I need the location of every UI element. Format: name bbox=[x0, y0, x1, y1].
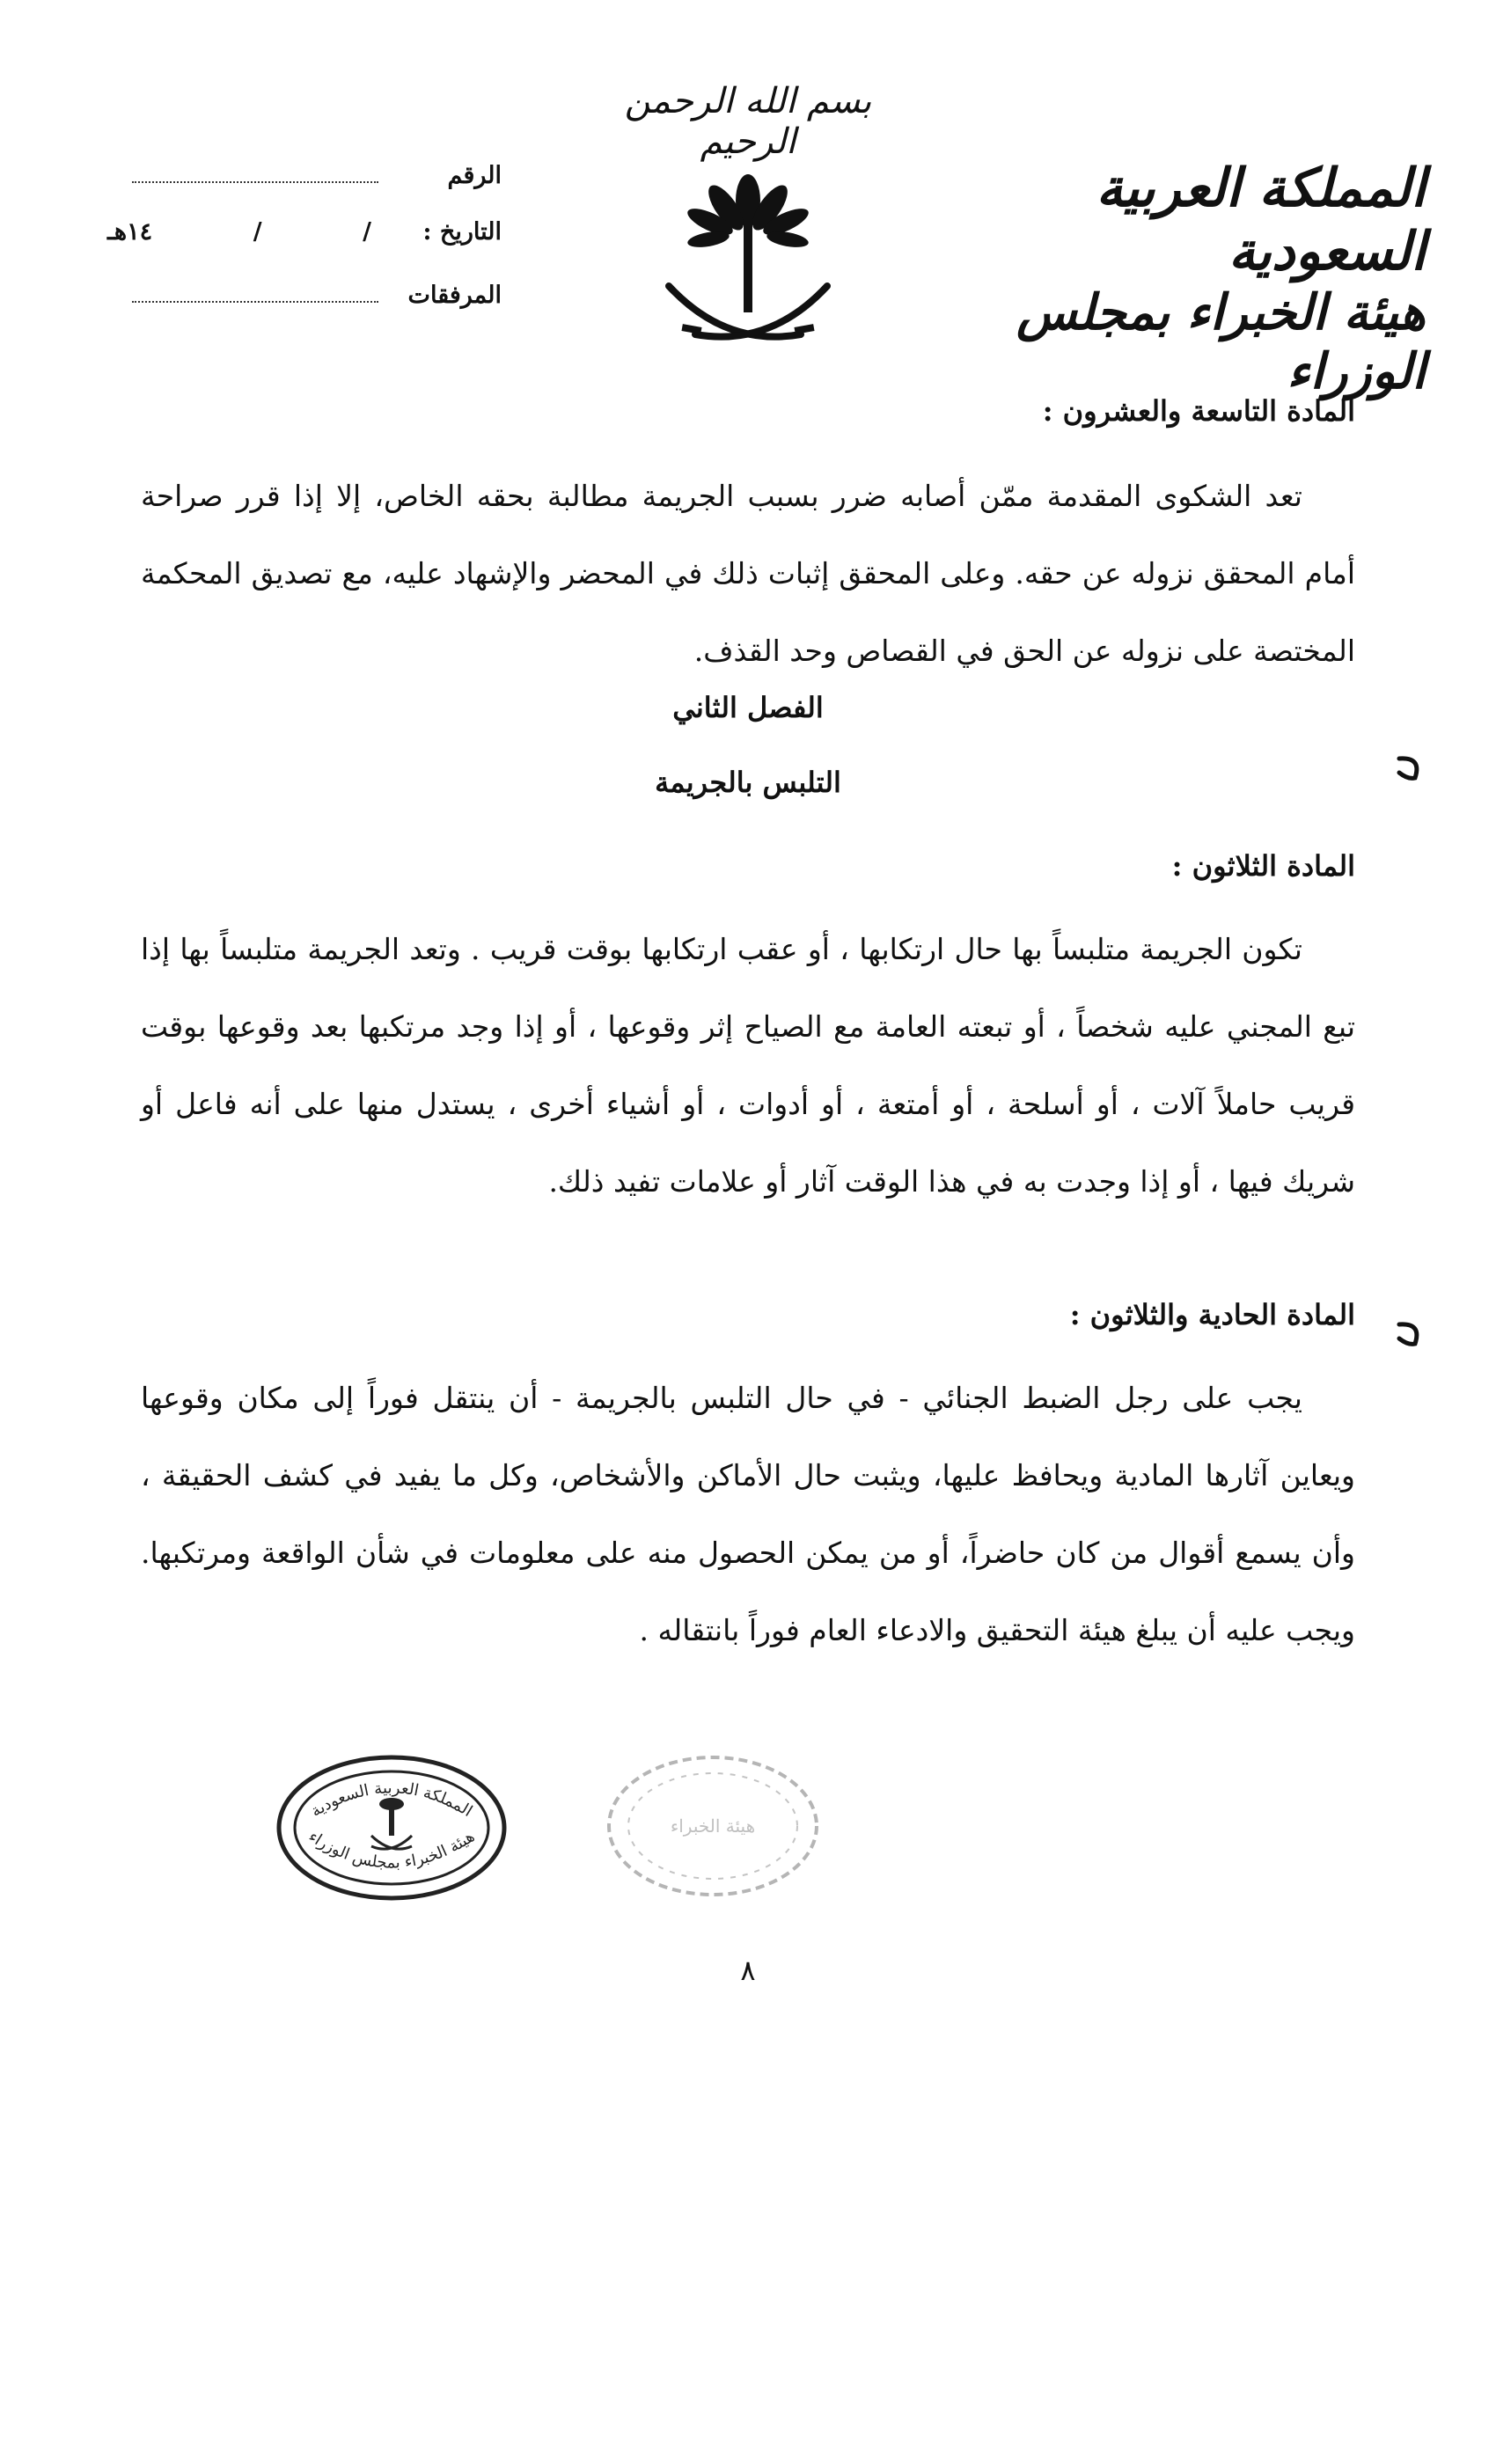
chapter-title: الفصل الثاني bbox=[672, 691, 824, 724]
margin-mark-icon bbox=[1392, 750, 1427, 785]
official-seal-stamp bbox=[273, 1751, 510, 1905]
basmala: بسم الله الرحمن الرحيم bbox=[624, 81, 872, 162]
date-value bbox=[92, 218, 387, 246]
seal-bottom-text: هيئة الخبراء بمجلس الوزراء bbox=[304, 1827, 479, 1873]
attachments-label: المرفقات bbox=[407, 282, 502, 309]
article-29-text: تعد الشكوى المقدمة ممّن أصابه ضرر بسبب الجريمة مطالبة بحقه الخاص، إلا إذا قرر صراحة أمام المحقق نزوله عن حقه. وعلى المحقق إثبات ذلك في المحضر والإشهاد عليه، مع تصديق المحكمة المختصة على نزوله عن الحق في القصاص وحد القذف. bbox=[141, 479, 1355, 668]
ref-number-row bbox=[88, 158, 502, 218]
date-year-suffix: ١٤هـ bbox=[107, 218, 153, 246]
ref-number-line bbox=[132, 158, 378, 183]
date-row bbox=[88, 218, 502, 278]
saudi-emblem-icon bbox=[647, 158, 849, 361]
chapter-subtitle: التلبس بالجريمة bbox=[655, 766, 841, 799]
organization-name bbox=[933, 157, 1426, 401]
article-31-text: يجب على رجل الضبط الجنائي - في حال التلبس بالجريمة - أن ينتقل فوراً إلى مكان وقوعها ويعاين آثارها المادية ويحافظ عليها، ويثبت حال الأماكن والأشخاص، وكل ما يفيد في كشف الحقيقة ، وأن يسمع أقوال من كان حاضراً، أو من يمكن الحصول منه على معلومات في شأن الواقعة ومرتكبها. ويجب عليه أن يبلغ هيئة التحقيق والادعاء العام فوراً بانتقاله . bbox=[141, 1381, 1355, 1647]
article-30-text: تكون الجريمة متلبساً بها حال ارتكابها ، أو عقب ارتكابها بوقت قريب . وتعد الجريمة متلبساً بها إذا تبع المجني عليه شخصاً ، أو تبعته العامة مع الصياح إثر وقوعها ، أو إذا وجد مرتكبها بعد وقوعها بوقت قريب حاملاً آلات ، أو أسلحة ، أو أمتعة ، أو أدوات ، أو أشياء أخرى ، يستدل منها على أنه فاعل أو شريك فيها ، أو إذا وجدت به في هذا الوقت آثار أو علامات تفيد ذلك. bbox=[141, 932, 1355, 1199]
faded-seal-stamp bbox=[603, 1751, 823, 1901]
attachments-line bbox=[132, 278, 378, 303]
ref-number-label: الرقم bbox=[447, 162, 502, 189]
date-label: التاريخ : bbox=[422, 218, 502, 246]
date-slash: / bbox=[253, 218, 262, 246]
authority-name: هيئة الخبراء بمجلس الوزراء bbox=[1016, 283, 1426, 401]
reference-block bbox=[88, 158, 502, 338]
faded-seal-text: هيئة الخبراء bbox=[670, 1815, 756, 1837]
attachments-row bbox=[88, 278, 502, 338]
margin-mark-icon bbox=[1392, 1316, 1427, 1351]
seal-top-text: المملكة العربية السعودية bbox=[307, 1778, 476, 1822]
country-name: المملكة العربية السعودية bbox=[1096, 158, 1426, 282]
page-number: ٨ bbox=[740, 1954, 756, 1987]
article-29-heading: المادة التاسعة والعشرون : bbox=[1042, 394, 1355, 428]
date-slash: / bbox=[363, 218, 371, 246]
article-30-heading: المادة الثلاثون : bbox=[1171, 849, 1355, 883]
article-31-heading: المادة الحادية والثلاثون : bbox=[1069, 1298, 1355, 1331]
